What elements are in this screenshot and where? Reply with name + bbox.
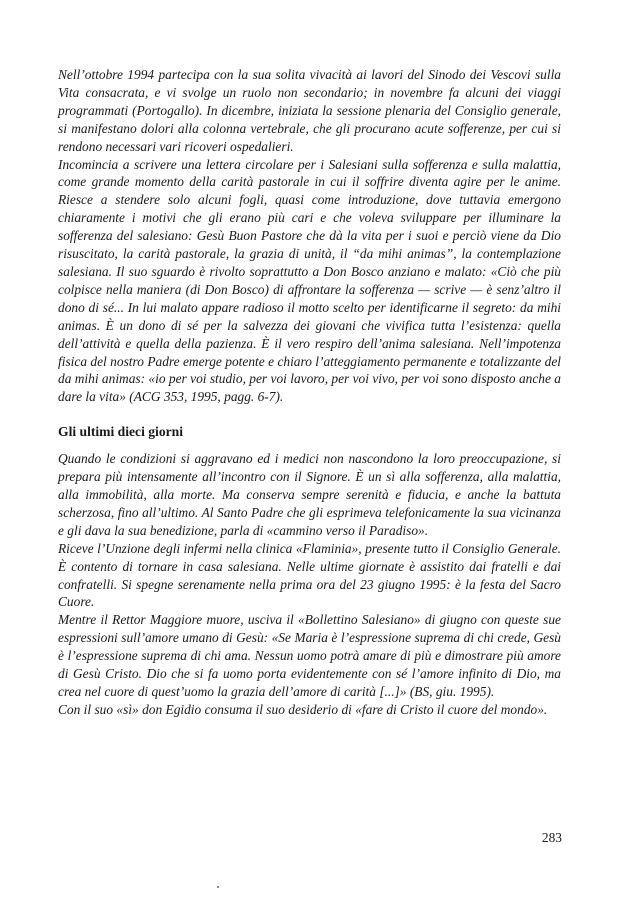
page-body: [58, 66, 561, 719]
scan-speck: [217, 886, 219, 888]
paragraph: Nell’ottobre 1994 partecipa con la sua solita vivacità ai lavori del Sinodo dei Vescovi sulla Vita consacrata, e vi svolge un ruolo non secondario; in novembre fa alcuni dei viaggi programmati (Portogallo). In dicembre, iniziata la sessione plenaria del Consiglio generale, si manifestano dolori alla colonna vertebrale, che gli procurano acute sofferenze, per cui si rendono necessari vari ricoveri ospedalieri.: [58, 67, 561, 154]
section-heading: Gli ultimi dieci giorni: [58, 424, 183, 440]
paragraph: Incomincia a scrivere una lettera circolare per i Salesiani sulla sofferenza e sulla malattia, come grande momento della carità pastorale in cui il soffrire diventa agire per le anime. Riesce a stendere solo alcuni fogli, quasi come introduzione, dove tuttavia emergono chiaramente i motivi che gli erano più cari e che voleva sviluppare per illuminare la sofferenza del salesiano: Gesù Buon Pastore che dà la vita per i suoi e perciò viene da Dio risuscitato, la carità pastorale, la grazia di unità, il “da mihi animas”, la contemplazione salesiana. Il suo sguardo è rivolto soprattutto a Don Bosco anziano e malato: «Ciò che più colpisce nella maniera (di Don Bosco) di affrontare la sofferenza — scrive — è senz’altro il dono di sé... In lui malato appare radioso il motto scelto per identificarne il segreto: da mihi animas. È un dono di sé per la salvezza dei giovani che vivifica tutta l’esistenza: quella dell’attività e quella della pazienza. È il vero respiro dell’anima salesiana. Nell’impotenza fisica del nostro Padre emerge potente e chiaro l’atteggiamento permanente e totalizzante del da mihi animas: «io per voi studio, per voi lavoro, per voi vivo, per voi sono disposto anche a dare la vita» (ACG 353, 1995, pagg. 6-7).: [58, 156, 561, 405]
paragraph: Quando le condizioni si aggravano ed i medici non nascondono la loro preoccupazione, si prepara più intensamente all’incontro con il Signore. È un sì alla sofferenza, alla malattia, alla immobilità, alla morte. Ma conserva sempre serenità e fiducia, e anche la battuta scherzosa, fino all’ultimo. Al Santo Padre che gli esprimeva telefonicamente la sua vicinanza e gli dava la sua benedizione, parla di «cammino verso il Paradiso».: [58, 451, 561, 538]
paragraph: Riceve l’Unzione degli infermi nella clinica «Flaminia», presente tutto il Consiglio Generale. È contento di tornare in casa salesiana. Nelle ultime giornate è assistito dai fratelli e dai confratelli. Si spegne serenamente nella prima ora del 23 giugno 1995: è la festa del Sacro Cuore.: [58, 540, 561, 610]
page-number: 283: [541, 830, 562, 845]
paragraph: Con il suo «sì» don Egidio consuma il suo desiderio di «fare di Cristo il cuore del mondo».: [58, 701, 548, 717]
paragraph: Mentre il Rettor Maggiore muore, usciva il «Bollettino Salesiano» di giugno con queste sue espressioni sull’amore umano di Gesù: «Se Maria è l’espressione suprema di chi crede, Gesù è l’espressione suprema di chi ama. Nessun uomo potrà amare di più e dimostrare più amore di Gesù Cristo. Dio che si fa uomo porta evidentemente con sé l’amore infinito di Dio, ma crea nel cuore di quest’uomo la grazia dell’amore di carità [...]» (BS, giu. 1995).: [58, 612, 561, 699]
